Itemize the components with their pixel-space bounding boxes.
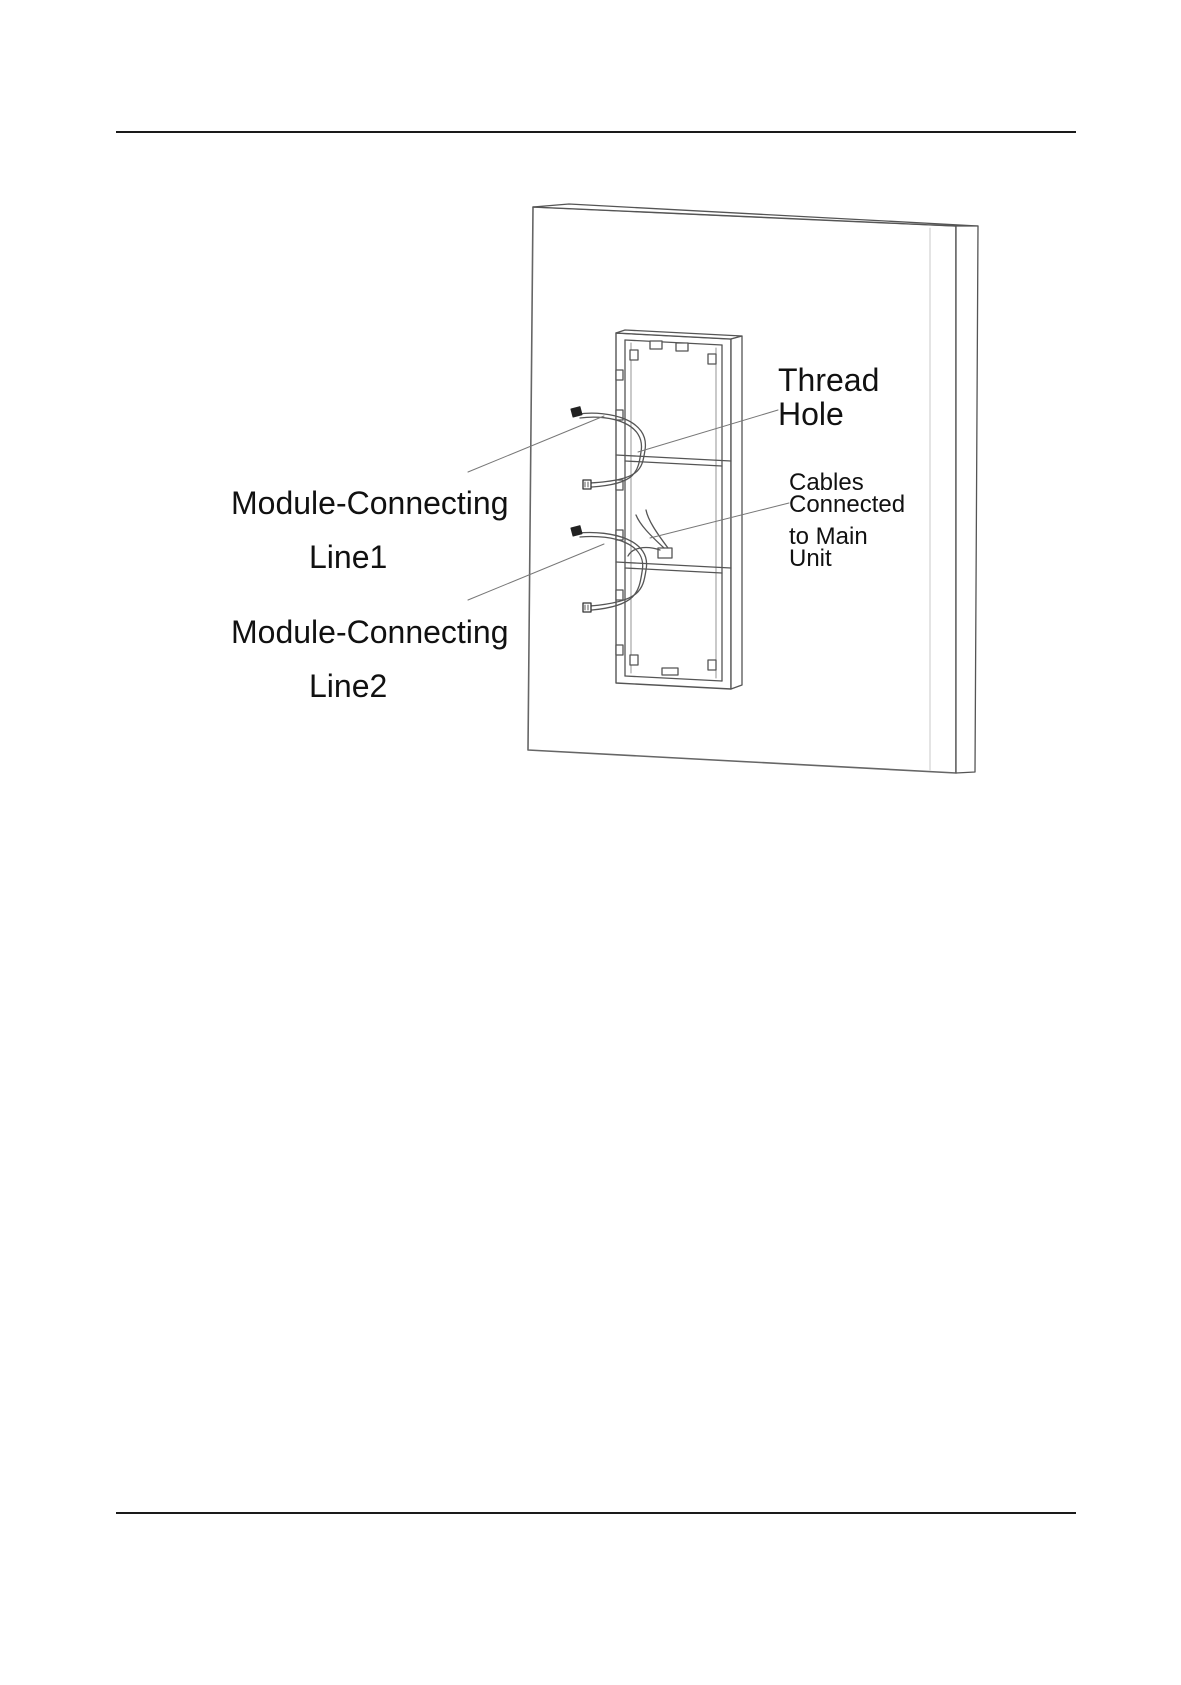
label-module-connecting-line2: Module-Connecting	[231, 614, 509, 650]
label-module-connecting-line2-suffix: Line2	[309, 668, 388, 704]
footer-rule	[116, 1512, 1076, 1514]
label-module-connecting-line1: Module-Connecting	[231, 485, 509, 521]
back-box	[616, 330, 742, 689]
wall-panel	[528, 204, 978, 773]
label-cables-main-unit: Cables	[789, 469, 864, 496]
label-thread-hole: Thread	[778, 362, 880, 398]
label-cables-main-unit-4: Unit	[789, 545, 832, 572]
label-cables-main-unit-3: to Main	[789, 523, 868, 550]
label-thread-hole-suffix: Hole	[778, 396, 844, 432]
label-module-connecting-line1-suffix: Line1	[309, 539, 388, 575]
label-cables-main-unit-2: Connected	[789, 491, 906, 518]
